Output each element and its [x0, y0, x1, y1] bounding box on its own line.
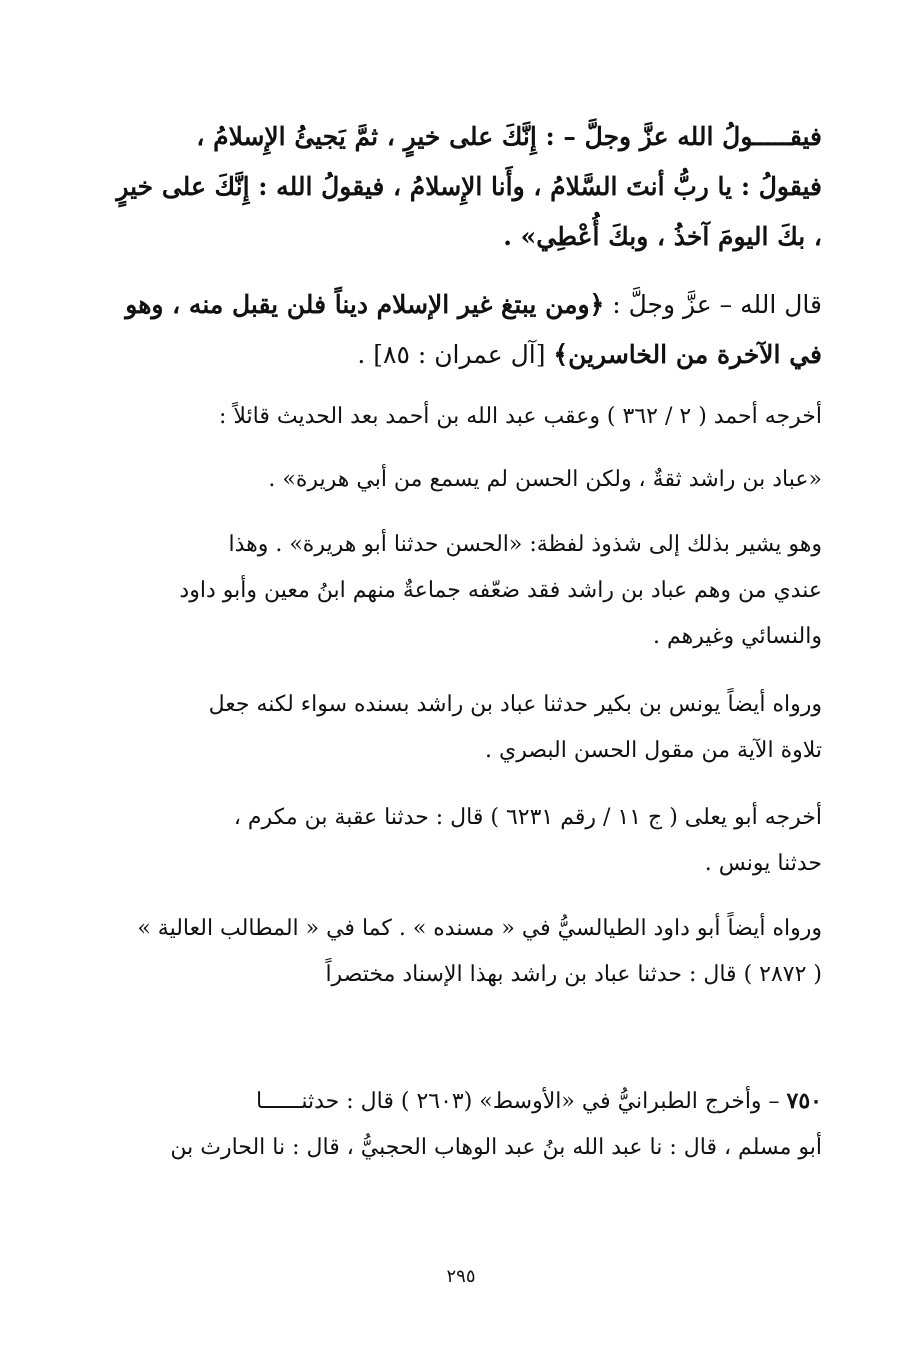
paragraph-line: عندي من وهم عباد بن راشد فقد ضعّفه جماعةٌ منهم ابنُ معين وأبو داود: [179, 578, 822, 603]
paragraph-line: تلاوة الآية من مقول الحسن البصري .: [484, 738, 822, 763]
commentary-paragraph: [104, 522, 822, 660]
hadith-number: ٧٥٠: [786, 1088, 822, 1114]
paragraph-line: [104, 1078, 822, 1125]
verse-text: في الآخرة من الخاسرين﴾: [553, 340, 822, 369]
citation-paragraph: [104, 795, 822, 887]
paragraph-line: [104, 330, 822, 380]
quote-paragraph: [104, 457, 822, 503]
numbered-hadith-paragraph: [104, 1078, 822, 1171]
verse-reference: [آل عمران : ٨٥] .: [357, 340, 554, 369]
paragraph-line: حدثنا يونس .: [704, 851, 822, 876]
narration-paragraph: [104, 906, 822, 998]
paragraph-line: [104, 280, 822, 330]
paragraph-line: أخرجه أبو يعلى ( ج ١١ / رقم ٦٢٣١ ) قال : حدثنا عقبة بن مكرم ،: [233, 805, 822, 830]
page-number: ٢٩٥: [446, 1266, 476, 1287]
paragraph-line: أخرجه أحمد ( ٢ / ٣٦٢ ) وعقب عبد الله بن أحمد بعد الحديث قائلاً :: [219, 404, 822, 429]
paragraph-line: ( ٢٨٧٢ ) قال : حدثنا عباد بن راشد بهذا الإسناد مختصراً: [325, 962, 822, 987]
paragraph-line: ورواه أيضاً يونس بن بكير حدثنا عباد بن راشد بسنده سواء لكنه جعل: [208, 692, 822, 717]
paragraph-line: والنسائي وغيرهم .: [653, 624, 822, 649]
paragraph-line: فيقـــــولُ الله عزَّ وجلَّ – : إِنَّكَ على خيرٍ ، ثمَّ يَجيئُ الإِسلامُ ،: [196, 122, 822, 151]
narration-paragraph: [104, 682, 822, 774]
paragraph-line: ورواه أيضاً أبو داود الطيالسيُّ في « مسنده » . كما في « المطالب العالية »: [137, 916, 822, 941]
hadith-intro: – وأخرج الطبرانيُّ في «الأوسط» (٢٦٠٣ ) قال : حدثنــــــا: [256, 1089, 787, 1114]
paragraph-line: أبو مسلم ، قال : نا عبد الله بنُ عبد الوهاب الحجبيُّ ، قال : نا الحارث بن: [170, 1135, 822, 1160]
hadith-text-paragraph: [104, 112, 822, 262]
quran-verse-paragraph: [104, 280, 822, 380]
paragraph-line: وهو يشير بذلك إلى شذوذ لفظة: «الحسن حدثنا أبو هريرة» . وهذا: [228, 532, 822, 557]
paragraph-line: «عباد بن راشد ثقةٌ ، ولكن الحسن لم يسمع من أبي هريرة» .: [268, 467, 822, 492]
verse-text: ﴿ومن يبتغ غير الإسلام ديناً فلن يقبل منه ، وهو: [125, 290, 605, 319]
verse-intro: قال الله – عزَّ وجلَّ :: [604, 290, 822, 319]
paragraph-line: فيقولُ : يا ربُّ أنتَ السَّلامُ ، وأَنا الإِسلامُ ، فيقولُ الله : إِنَّكَ على خيرٍ: [116, 172, 822, 201]
citation-paragraph: [104, 394, 822, 440]
paragraph-line: ، بكَ اليومَ آخذُ ، وبكَ أُعْطِي» .: [503, 222, 822, 251]
